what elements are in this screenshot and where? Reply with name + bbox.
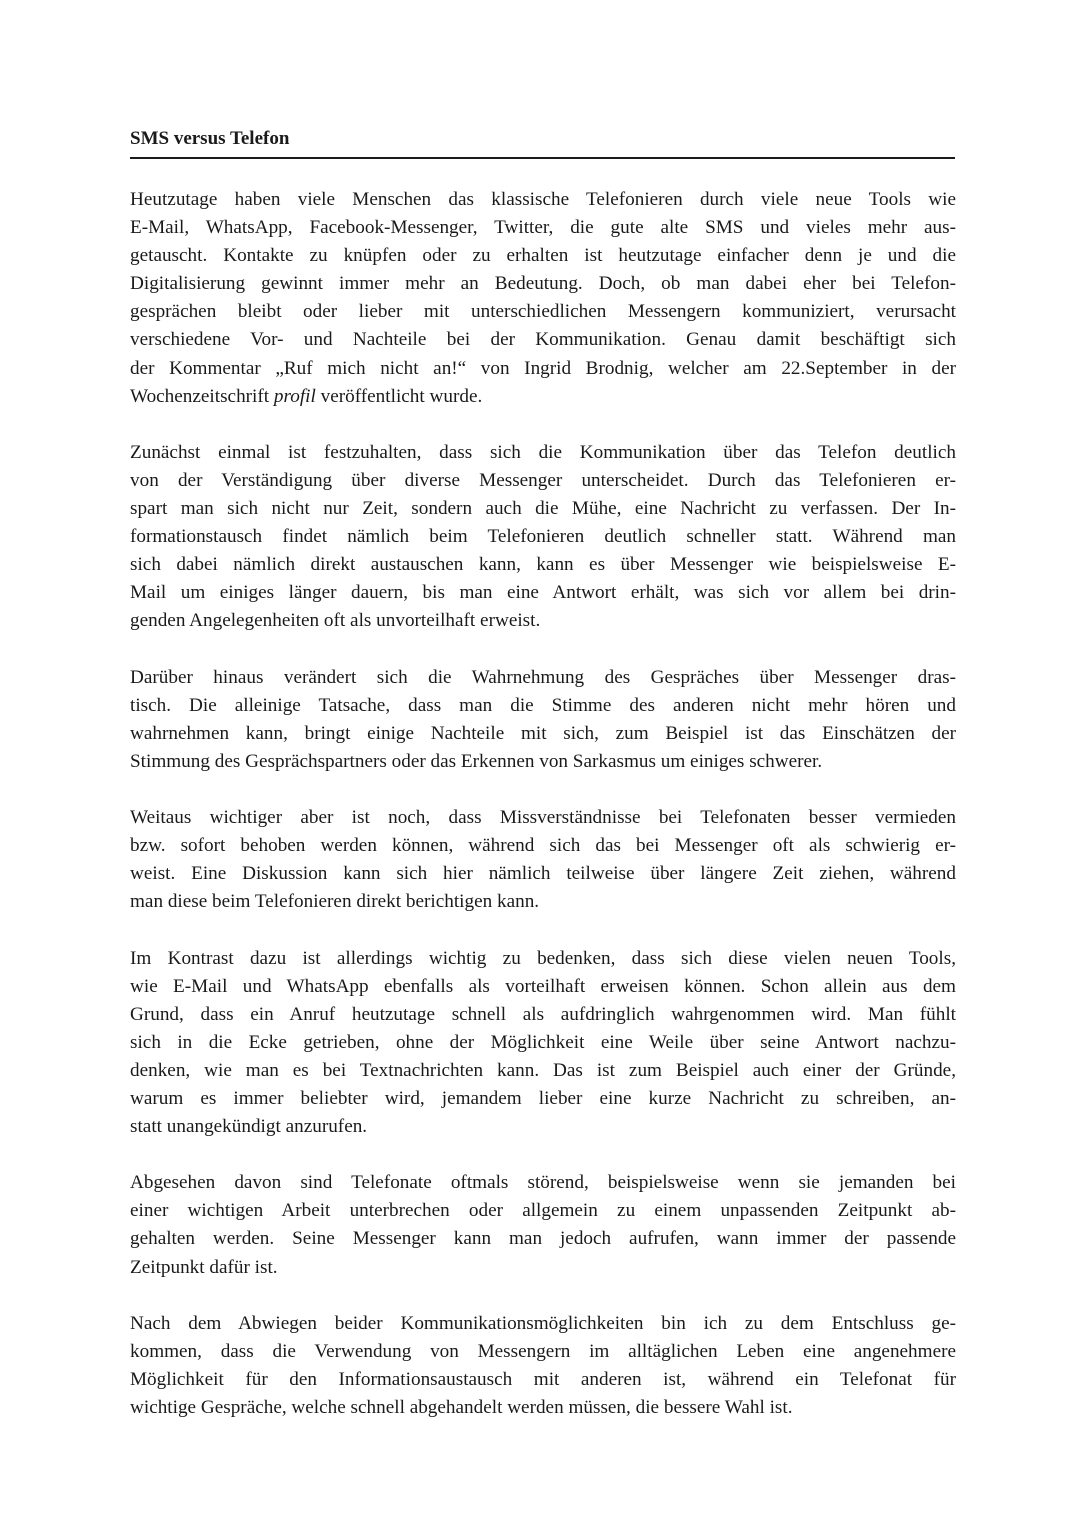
text-line: Nach dem Abwiegen beider Kommunikationsmöglichkeiten bin ich zu dem Entschluss ge-: [130, 1312, 956, 1334]
text-line: man diese beim Telefonieren direkt berichtigen kann.: [130, 891, 540, 913]
text-line: verschiedene Vor- und Nachteile bei der Kommunikation. Genau damit beschäftigt sich: [130, 329, 956, 351]
text-line: Zunächst einmal ist festzuhalten, dass sich die Kommunikation über das Telefon deutlich: [130, 441, 956, 463]
text-line: bzw. sofort behoben werden können, während sich das bei Messenger oft als schwierig er-: [130, 835, 956, 857]
text-line: Heutzutage haben viele Menschen das klassische Telefonieren durch viele neue Tools wie: [130, 189, 956, 210]
paragraph-perception: [130, 664, 956, 776]
text-segment: veröffentlicht wurde.: [315, 385, 483, 407]
text-line: statt unangekündigt anzurufen.: [130, 1116, 368, 1138]
text-line: gehalten werden. Seine Messenger kann man jedoch aufrufen, wann immer der passende: [130, 1228, 956, 1250]
text-line: E-Mail, WhatsApp, Facebook-Messenger, Twitter, die gute alte SMS und vieles mehr aus-: [130, 217, 956, 239]
paragraph-misunderstandings: [130, 804, 956, 916]
paragraph-messenger-advantages: [130, 945, 956, 1142]
text-line: der Kommentar „Ruf mich nicht an!“ von Ingrid Brodnig, welcher am 22.September in der: [130, 357, 956, 379]
text-line: Digitalisierung gewinnt immer mehr an Bedeutung. Doch, ob man dabei eher bei Telefon-: [130, 273, 956, 295]
text-line: genden Angelegenheiten oft als unvorteilhaft erweist.: [130, 610, 541, 632]
text-line: Im Kontrast dazu ist allerdings wichtig zu bedenken, dass sich diese vielen neuen Tools,: [130, 947, 956, 969]
title-underline: [130, 157, 955, 159]
text-segment: Wochenzeitschrift: [130, 385, 274, 407]
text-line: Weitaus wichtiger aber ist noch, dass Missverständnisse bei Telefonaten besser vermieden: [130, 807, 956, 829]
text-line: spart man sich nicht nur Zeit, sondern auch die Mühe, eine Nachricht zu verfassen. Der In-: [130, 498, 956, 520]
text-line: Zeitpunkt dafür ist.: [130, 1256, 278, 1278]
text-line: warum es immer beliebter wird, jemandem lieber eine kurze Nachricht zu schreiben, an-: [130, 1088, 956, 1109]
text-line: sich dabei nämlich direkt austauschen kann, kann es über Messenger wie beispielsweise E-: [130, 554, 956, 576]
text-line: formationstausch findet nämlich beim Telefonieren deutlich schneller statt. Während man: [130, 526, 956, 548]
text-line: Darüber hinaus verändert sich die Wahrnehmung des Gespräches über Messenger dras-: [130, 666, 956, 688]
paragraph-introduction: [130, 186, 956, 411]
paragraph-conclusion: [130, 1310, 956, 1422]
text-line: weist. Eine Diskussion kann sich hier nämlich teilweise über längere Zeit ziehen, während: [130, 863, 956, 885]
text-line: gesprächen bleibt oder lieber mit unterschiedlichen Messengern kommuniziert, verursacht: [130, 301, 956, 323]
text-line: von der Verständigung über diverse Messenger unterscheidet. Durch das Telefonieren er-: [130, 469, 956, 491]
magazine-name: profil: [273, 385, 316, 407]
text-line: Stimmung des Gesprächspartners oder das Erkennen von Sarkasmus um einiges schwerer.: [130, 750, 823, 772]
text-line: getauscht. Kontakte zu knüpfen oder zu erhalten ist heutzutage einfacher denn je und die: [130, 245, 956, 267]
text-line: tisch. Die alleinige Tatsache, dass man die Stimme des anderen nicht mehr hören und: [130, 694, 956, 716]
text-line: wie E-Mail und WhatsApp ebenfalls als vorteilhaft erweisen können. Schon allein aus dem: [130, 975, 956, 997]
text-line: wahrnehmen kann, bringt einige Nachteile mit sich, zum Beispiel ist das Einschätzen der: [130, 722, 956, 744]
text-line: wichtige Gespräche, welche schnell abgehandelt werden müssen, die bessere Wahl ist.: [130, 1397, 793, 1419]
text-line: denken, wie man es bei Textnachrichten kann. Das ist zum Beispiel auch einer der Gründe,: [130, 1059, 956, 1081]
document-body: [130, 186, 956, 1450]
text-line: kommen, dass die Verwendung von Messengern im alltäglichen Leben eine angenehmere: [130, 1340, 956, 1362]
text-line-final: [130, 383, 956, 411]
text-line: einer wichtigen Arbeit unterbrechen oder allgemein zu einem unpassenden Zeitpunkt ab-: [130, 1200, 956, 1222]
text-line: sich in die Ecke getrieben, ohne der Möglichkeit eine Weile über seine Antwort nachzu-: [130, 1031, 956, 1053]
text-line: Mail um einiges länger dauern, bis man eine Antwort erhält, was sich vor allem bei drin-: [130, 582, 956, 604]
text-line: Abgesehen davon sind Telefonate oftmals störend, beispielsweise wenn sie jemanden bei: [130, 1172, 956, 1194]
text-line: Möglichkeit für den Informationsaustausch mit anderen ist, während ein Telefonat für: [130, 1368, 956, 1390]
paragraph-telephone-advantages: [130, 439, 956, 636]
document-title: SMS versus Telefon: [130, 128, 290, 149]
text-line: Grund, dass ein Anruf heutzutage schnell als aufdringlich wahrgenommen wird. Man fühlt: [130, 1003, 956, 1025]
paragraph-interruptions: [130, 1169, 956, 1281]
